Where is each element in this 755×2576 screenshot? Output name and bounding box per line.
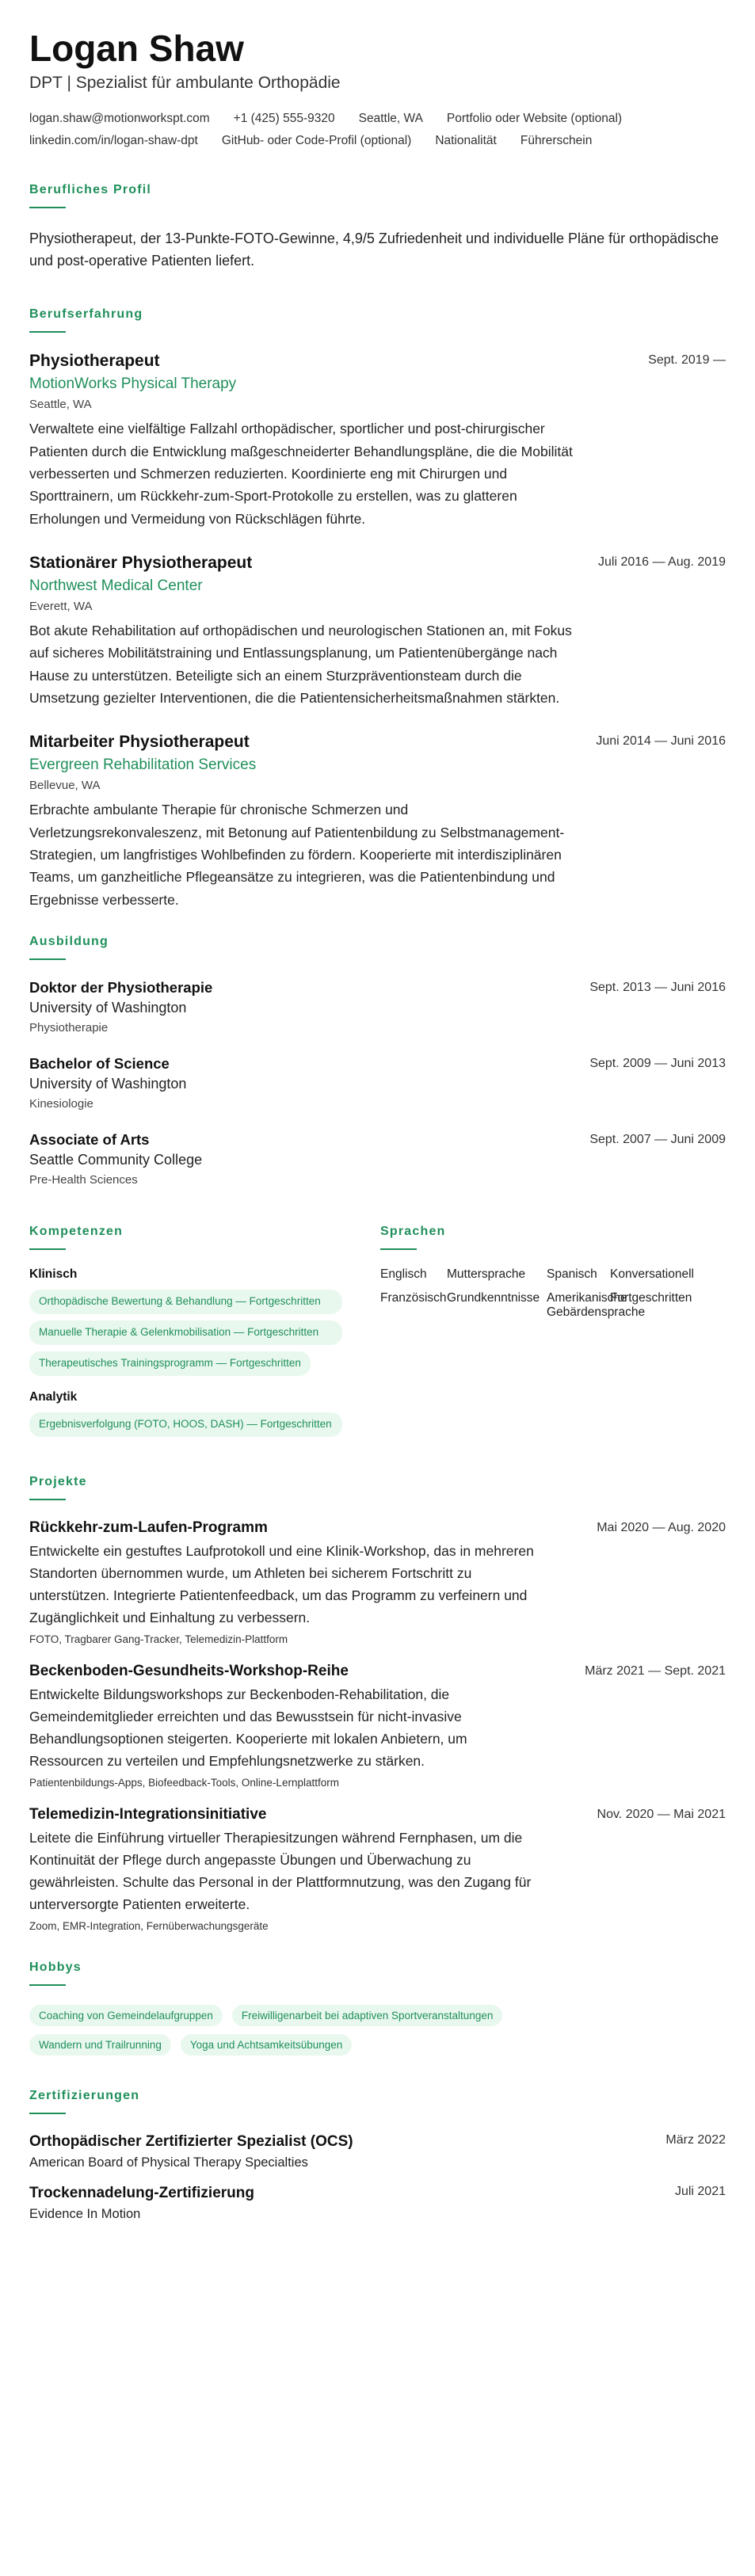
certification-entry	[29, 2185, 726, 2222]
school: University of Washington	[29, 1076, 187, 1092]
experience-entry	[29, 733, 726, 911]
job-location: Bellevue, WA	[29, 779, 101, 793]
job-title: Mitarbeiter Physiotherapeut	[29, 733, 250, 752]
school: University of Washington	[29, 1000, 187, 1016]
job-description: Bot akute Rehabilitation auf orthopädischen und neurologischen Stationen an, mit Fokus auf sicheres Mobilitätstraining und Entlassungsplanung, um Patientenübergänge nach Hause zu unterstützen. Beteiligte sich an einem Sturzpräventionsteam durch die Umsetzung gezielter Interventionen, die die Patientensicherheitsmaßnahmen stärkten.	[29, 622, 572, 706]
section-divider	[29, 2113, 66, 2114]
section-title: Zertifizierungen	[29, 2088, 140, 2102]
job-location: Everett, WA	[29, 599, 93, 613]
section-divider	[29, 207, 66, 208]
education-date: Sept. 2009 — Juni 2013	[589, 1057, 726, 1070]
section-title: Berufserfahrung	[29, 307, 143, 322]
skill-tag: Manuelle Therapie & Gelenkmobilisation — Fortgeschritten	[29, 1320, 342, 1345]
experience-section	[29, 307, 726, 911]
section-title: Sprachen	[380, 1225, 446, 1238]
contact-github[interactable]: GitHub- oder Code-Profil (optional)	[221, 133, 412, 147]
experience-entry	[29, 352, 726, 530]
project-title: Telemedizin-Integrationsinitiative	[29, 1805, 267, 1823]
experience-entry	[29, 554, 726, 709]
section-divider	[29, 958, 66, 960]
company-name: Evergreen Rehabilitation Services	[29, 756, 257, 774]
hobby-tag: Freiwilligenarbeit bei adaptiven Sportveranstaltungen	[232, 2005, 502, 2026]
job-description: Verwaltete eine vielfältige Fallzahl orthopädischer, sportlicher und post-chirurgischer Patienten durch die Entwicklung maßgeschneiderter Behandlungspläne, die die Mobilität verbesserten und Schmerzen reduzierten. Koordinierte eng mit Chirurgen und Sporttrainern, um Rückkehr-zum-Sport-Protokolle zu erstellen, was zu glatteren Erholungen und Vermeidung von Rückschlägen führte.	[29, 421, 573, 527]
project-description: Leitete die Einführung virtueller Therapiesitzungen während Fernphasen, um die Kontinuität der Pflege durch angepasste Übungen und Überwachung zu gewährleisten. Schulte das Personal in der Plattformnutzung, was den Zugang für unterversorgte Patienten erweiterte.	[29, 1829, 532, 1912]
project-tools: FOTO, Tragbarer Gang-Tracker, Telemedizin-Plattform	[29, 1633, 288, 1645]
skill-group-title: Klinisch	[29, 1267, 78, 1281]
skill-group-title: Analytik	[29, 1389, 78, 1404]
hobby-tag: Yoga und Achtsamkeitsübungen	[181, 2034, 352, 2056]
job-location: Seattle, WA	[29, 398, 92, 412]
project-entry	[29, 1519, 726, 1645]
hobby-tag: Coaching von Gemeindelaufgruppen	[29, 2005, 223, 2026]
contact-license: Führerschein	[520, 133, 593, 147]
hobby-tag: Wandern und Trailrunning	[29, 2034, 171, 2056]
section-divider	[29, 1984, 66, 1986]
project-entry	[29, 1806, 726, 1932]
project-tools: Patientenbildungs-Apps, Biofeedback-Tools, Online-Lernplattform	[29, 1776, 339, 1789]
language-level: Grundkenntnisse	[447, 1291, 540, 1305]
certification-issuer: Evidence In Motion	[29, 2206, 141, 2221]
hobby-list	[29, 2005, 600, 2056]
company-name: Northwest Medical Center	[29, 577, 203, 594]
skill-tag: Therapeutisches Trainingsprogramm — Fortgeschritten	[29, 1351, 311, 1376]
project-date: März 2021 — Sept. 2021	[585, 1663, 726, 1678]
certification-name: Orthopädischer Zertifizierter Spezialist (OCS)	[29, 2132, 353, 2150]
degree: Bachelor of Science	[29, 1055, 170, 1072]
certification-name: Trockennadelung-Zertifizierung	[29, 2184, 254, 2201]
school: Seattle Community College	[29, 1152, 203, 1168]
certification-entry	[29, 2133, 726, 2170]
skill-tag: Orthopädische Bewertung & Behandlung — Fortgeschritten	[29, 1290, 342, 1314]
project-entry	[29, 1663, 726, 1789]
certification-date: Juli 2021	[674, 2184, 726, 2198]
project-title: Rückkehr-zum-Laufen-Programm	[29, 1519, 268, 1536]
job-title: Physiotherapeut	[29, 352, 160, 371]
education-date: Sept. 2013 — Juni 2016	[589, 981, 726, 994]
project-description: Entwickelte Bildungsworkshops zur Beckenboden-Rehabilitation, die Gemeindemitglieder erreichten und das Bewusstsein für nicht-invasive Behandlungsoptionen steigerten. Kooperierte mit lokalen Anbietern, um Ressourcen zu verteilen und Empfehlungsnetzwerke zu stärken.	[29, 1686, 467, 1769]
language-name: Spanisch	[547, 1267, 597, 1281]
skills-languages-row	[29, 1225, 726, 1451]
certification-date: März 2022	[665, 2132, 726, 2147]
headline: DPT | Spezialist für ambulante Orthopädie	[29, 73, 341, 92]
section-title: Berufliches Profil	[29, 182, 152, 196]
degree: Doktor der Physiotherapie	[29, 979, 213, 996]
language-level: Muttersprache	[447, 1267, 526, 1281]
certifications-section	[29, 2089, 726, 2222]
hobbies-section	[29, 1961, 726, 2056]
job-title: Stationärer Physiotherapeut	[29, 553, 253, 572]
job-date: Juli 2016 — Aug. 2019	[597, 554, 726, 569]
contact-email[interactable]: logan.shaw@motionworkspt.com	[29, 111, 210, 125]
section-divider	[29, 331, 66, 333]
field-of-study: Kinesiologie	[29, 1097, 93, 1111]
language-level: Konversationell	[610, 1267, 694, 1281]
profile-summary: Physiotherapeut, der 13-Punkte-FOTO-Gewinne, 4,9/5 Zufriedenheit und individuelle Pläne für orthopädische und post-operative Patienten liefert.	[29, 230, 719, 269]
section-divider	[29, 1499, 66, 1500]
section-title: Projekte	[29, 1474, 87, 1488]
contact-linkedin[interactable]: linkedin.com/in/logan-shaw-dpt	[29, 133, 198, 147]
field-of-study: Pre-Health Sciences	[29, 1173, 138, 1187]
project-title: Beckenboden-Gesundheits-Workshop-Reihe	[29, 1662, 349, 1679]
education-entry	[29, 979, 726, 1035]
field-of-study: Physiotherapie	[29, 1021, 109, 1035]
language-list	[380, 1267, 726, 1320]
section-divider	[29, 1248, 66, 1250]
contact-location: Seattle, WA	[358, 111, 423, 125]
degree: Associate of Arts	[29, 1131, 150, 1148]
education-entry	[29, 1055, 726, 1111]
section-divider	[380, 1248, 417, 1250]
projects-section	[29, 1475, 726, 1932]
company-name: MotionWorks Physical Therapy	[29, 375, 237, 393]
project-description: Entwickelte ein gestuftes Laufprotokoll und eine Klinik-Workshop, das in mehreren Standorten übernommen wurde, um Athleten bei sicherem Fortschritt zu unterstützen. Integrierte Patientenfeedback, um das Programm zu verfeinern und Zugänglichkeit und Einhaltung zu verbessern.	[29, 1542, 534, 1625]
language-name: Amerikanische Gebärdensprache	[547, 1291, 646, 1319]
job-description: Erbrachte ambulante Therapie für chronische Schmerzen und Verletzungsrekonvaleszenz, mit Betonung auf Patientenbildung zu Selbstmanagement-Strategien, um langfristiges Wohlbefinden zu fördern. Kooperierte mit interdisziplinären Teams, um ganzheitliche Pflegeansätze zu integrieren, was die Patientenbindung und Ergebnisse verbesserte.	[29, 802, 565, 908]
language-name: Französisch	[380, 1291, 447, 1305]
language-name: Englisch	[380, 1267, 427, 1281]
project-date: Mai 2020 — Aug. 2020	[597, 1520, 726, 1534]
contact-list	[29, 112, 711, 148]
candidate-name: Logan Shaw	[29, 28, 244, 69]
education-section	[29, 935, 726, 1187]
languages-section	[380, 1225, 726, 1451]
job-date: Juni 2014 — Juni 2016	[596, 734, 726, 749]
education-date: Sept. 2007 — Juni 2009	[589, 1133, 726, 1146]
skill-group	[29, 1390, 380, 1437]
contact-portfolio[interactable]: Portfolio oder Website (optional)	[446, 111, 623, 125]
profile-section	[29, 183, 726, 273]
education-entry	[29, 1131, 726, 1187]
contact-nationality: Nationalität	[435, 133, 497, 147]
section-title: Kompetenzen	[29, 1225, 124, 1238]
job-date: Sept. 2019 —	[648, 353, 726, 368]
section-title: Hobbys	[29, 1960, 82, 1974]
language-level: Fortgeschritten	[610, 1291, 692, 1305]
project-date: Nov. 2020 — Mai 2021	[597, 1807, 726, 1821]
skill-tag: Ergebnisverfolgung (FOTO, HOOS, DASH) — Fortgeschritten	[29, 1412, 342, 1437]
project-tools: Zoom, EMR-Integration, Fernüberwachungsgeräte	[29, 1919, 269, 1932]
section-title: Ausbildung	[29, 935, 109, 948]
certification-issuer: American Board of Physical Therapy Specialties	[29, 2155, 308, 2170]
skill-group	[29, 1267, 380, 1376]
contact-phone[interactable]: +1 (425) 555-9320	[233, 111, 335, 125]
skills-section	[29, 1225, 380, 1451]
